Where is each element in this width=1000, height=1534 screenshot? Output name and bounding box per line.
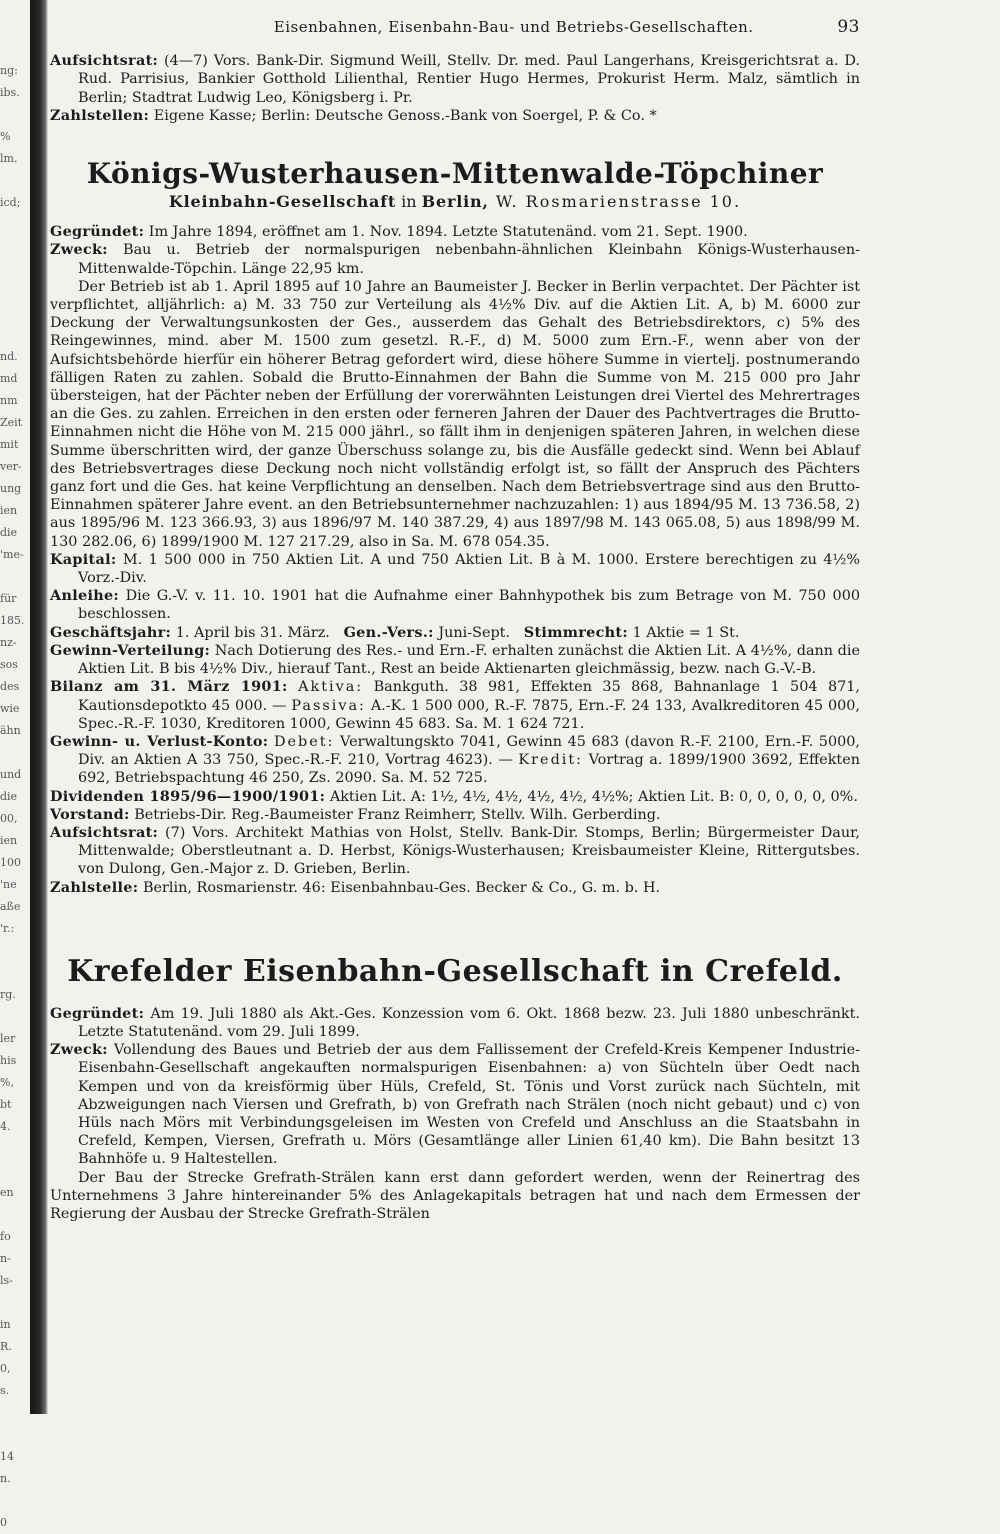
gutter-fragment: icd; [0, 196, 21, 209]
header-title: Eisenbahnen, Eisenbahn-Bau- und Betriebs-Gesellschaften. [273, 18, 754, 36]
gutter-fragment: nd. [0, 350, 18, 363]
gutter-fragment [0, 280, 30, 302]
label: Dividenden 1895/96—1900/1901: [50, 787, 326, 805]
c1-zahlstelle [50, 879, 860, 897]
label: Zahlstelle: [50, 878, 139, 896]
label: Anleihe: [50, 587, 120, 605]
gutter-fragment: rg. [0, 988, 16, 1001]
gutter-fragment: des [0, 680, 20, 693]
label: Kapital: [50, 550, 117, 568]
gutter-fragment: en [0, 1186, 14, 1199]
kredit-text: Vortrag a. 1899/1900 3692, Effekten 692, Betriebspachtung 46 250, Zs. 2090. Sa. M. 52 725. [78, 752, 860, 787]
top-aufsichtsrat [50, 52, 860, 107]
gutter-fragment: n- [0, 1252, 11, 1265]
gutter-fragment [0, 962, 30, 984]
debet-label: Debet: [273, 733, 335, 750]
gutter-fragment: und [0, 768, 22, 781]
text: Eigene Kasse; Berlin: Deutsche Genoss.-Bank von Soergel, P. & Co. * [149, 107, 657, 124]
gutter-fragment: ver- [0, 460, 22, 473]
gutter-fragment: in [0, 1318, 11, 1331]
text: Bau u. Betrieb der normalspurigen nebenbahn-ähnlichen Kleinbahn Königs-Wusterhausen-Mittenwalde-Töpchin. Länge 22,95 km. [78, 242, 860, 277]
gutter-fragment: %, [0, 1076, 14, 1089]
c1-gegruendet [50, 223, 860, 241]
text: Nach Dotierung des Res.- und Ern.-F. erhalten zunächst die Aktien Lit. A 4½%, dann die Aktien Lit. B bis 4½% Div., hierauf Tant., Rest an beide Aktienarten gleichmässig, bezw. nach G.-V.-B. [78, 642, 860, 678]
gutter-fragment: die [0, 526, 18, 539]
gutter-fragment: bt [0, 1098, 12, 1111]
gutter-fragment: n. [0, 1472, 11, 1485]
c2-gegruendet [50, 1005, 860, 1041]
subtitle-in: in [396, 192, 422, 212]
text: Am 19. Juli 1880 als Akt.-Ges. Konzession vom 6. Okt. 1868 bezw. 23. Juli 1880 unbeschränkt. Letzte Statutenänd. vom 29. Juli 1899. [78, 1005, 860, 1040]
gutter-fragment: fo [0, 1230, 11, 1243]
page-number: 93 [837, 17, 860, 37]
gutter-fragment: wie [0, 702, 20, 715]
c1-dividenden [50, 788, 860, 806]
kredit-label: Kredit: [518, 752, 584, 769]
gutter-fragment: mit [0, 438, 19, 451]
text: (4—7) Vors. Bank-Dir. Sigmund Weill, Stellv. Dr. med. Paul Langerhans, Kreisgerichtsrat a. D. Rud. Parrisius, Bankier Gotthold Lilienthal, Rentier Hugo Hermes, Prokurist Herm. Malz, sämtlich in Berlin; Stadtrat Ludwig Leo, Königsberg i. Pr. [78, 53, 860, 106]
text-genvers: Juni-Sept. [433, 624, 511, 641]
gutter-fragment: ibs. [0, 86, 20, 99]
gutter-fragment [0, 258, 30, 280]
passiva-text: A.-K. 1 500 000, R.-F. 7875, Ern.-F. 24 133, Avalkreditoren 45 000, Spec.-R.-F. 1030, Kreditoren 1000, Gewinn 45 683. Sa. M. 1 624 721. [78, 697, 860, 732]
debet-text: Verwaltungskto 7041, Gewinn 45 683 (davon R.-F. 2100, Ern.-F. 5000, Div. an Aktien A 33 750, Spec.-R.-F. 210, Vortrag 4623). — [78, 733, 860, 769]
gutter-fragment [0, 324, 30, 346]
running-header [50, 18, 860, 36]
c1-bilanz [50, 678, 860, 733]
gutter-fragment: 185. [0, 614, 25, 627]
gutter-fragment: ung [0, 482, 22, 495]
gutter-fragment: 00, [0, 812, 18, 825]
gutter-fragment: nz- [0, 636, 17, 649]
gutter-fragment [0, 1006, 30, 1028]
gutter-fragment: sos [0, 658, 18, 671]
subtitle-city: Berlin, [421, 192, 489, 212]
gutter-fragment [0, 170, 30, 192]
gutter-fragment [0, 1402, 30, 1424]
adjacent-page-fragments [0, 60, 30, 1534]
passiva-label: Passiva: [291, 697, 366, 714]
gutter-fragment [0, 1160, 30, 1182]
c1-geschaeftsjahr [50, 624, 860, 642]
book-binding-shadow [30, 0, 48, 1414]
c2-zweck [50, 1041, 860, 1168]
label: Zweck: [50, 241, 108, 259]
gutter-fragment: ien [0, 834, 18, 847]
gutter-fragment: 0, [0, 1362, 11, 1375]
c1-vorstand [50, 806, 860, 824]
label: Zahlstellen: [50, 106, 150, 124]
gutter-fragment [0, 1424, 30, 1446]
company-title-1: Königs-Wusterhausen-Mittenwalde-Töpchiner [86, 157, 824, 191]
gutter-fragment [0, 1292, 30, 1314]
c1-kapital [50, 551, 860, 587]
text: Berlin, Rosmarienstr. 46: Eisenbahnbau-Ges. Becker & Co., G. m. b. H. [138, 879, 661, 896]
gutter-fragment: nm [0, 394, 18, 407]
document-page [50, 18, 860, 1223]
gutter-fragment [0, 566, 30, 588]
label: Aufsichtsrat: [50, 823, 159, 841]
gutter-fragment: Zeit [0, 416, 23, 429]
label: Geschäftsjahr: [50, 623, 172, 641]
text: Aktien Lit. A: 1½, 4½, 4½, 4½, 4½, 4½%; Aktien Lit. B: 0, 0, 0, 0, 0, 0%. [325, 788, 858, 805]
text: Im Jahre 1894, eröffnet am 1. Nov. 1894. Letzte Statutenänd. vom 21. Sept. 1900. [144, 224, 748, 241]
text: Vollendung des Baues und Betrieb der aus dem Fallissement der Crefeld-Kreis Kempener Industrie-Eisenbahn-Gesellschaft angekauften normalspurigen Eisenbahnen: a) von Süchteln über Oedt nach Kempen und von da kreisförmig über Hüls, Crefeld, St. Tönis und Vorst zurück nach Süchteln, mit Abzweigungen nach Viersen und Grefrath, b) von Grefrath nach Strälen (noch nicht gebaut) und c) von Hüls nach Mörs mit Verbindungsgeleisen im Westen von Crefeld und Anschluss an die Staatsbahn in Crefeld, Kempen, Viersen, Grefrath u. Mörs (Gesamtlänge aller Linien 61,40 km). Die Bahn besitzt 13 Bahnhöfe u. 9 Haltestellen. [78, 1042, 860, 1168]
gutter-fragment [0, 1138, 30, 1160]
c1-gewinn-verlust [50, 733, 860, 788]
gutter-fragment: 'ne [0, 878, 17, 891]
label: Gewinn-Verteilung: [50, 641, 211, 659]
gutter-fragment: 100 [0, 856, 21, 869]
label: Aufsichtsrat: [50, 52, 159, 70]
gutter-fragment: ler [0, 1032, 16, 1045]
gutter-fragment: ng: [0, 64, 18, 77]
label: Gegründet: [50, 223, 145, 241]
gutter-fragment: ls- [0, 1274, 13, 1287]
subtitle-address: W. Rosmarienstrasse 10. [488, 192, 742, 212]
text-stimmrecht: 1 Aktie = 1 St. [627, 624, 740, 641]
label-genvers: Gen.-Vers.: [343, 623, 434, 641]
c1-aufsichtsrat [50, 824, 860, 879]
gutter-fragment [0, 1490, 30, 1512]
gutter-fragment [0, 940, 30, 962]
gutter-fragment [0, 742, 30, 764]
gutter-fragment: 4. [0, 1120, 11, 1133]
text: Betriebs-Dir. Reg.-Baumeister Franz Reimherr, Stellv. Wilh. Gerberding. [129, 806, 661, 823]
gutter-fragment [0, 1204, 30, 1226]
label: Zweck: [50, 1041, 108, 1059]
gutter-fragment: die [0, 790, 18, 803]
aktiva-label: Aktiva: [298, 679, 364, 696]
label: Gewinn- u. Verlust-Konto: [50, 732, 269, 750]
gutter-fragment [0, 214, 30, 236]
label: Vorstand: [50, 805, 130, 823]
gutter-fragment: ähn [0, 724, 21, 737]
c1-betrieb: Der Betrieb ist ab 1. April 1895 auf 10 Jahre an Baumeister J. Becker in Berlin verpachtet. Der Pächter ist verpflichtet, alljährlich: a) M. 33 750 zur Verteilung als 4½% Div. auf die Aktien Lit. A, b) M. 6000 zur Deckung der Verwaltungsunkosten der Ges., ausserdem das Gehalt des Betriebsdirektors, c) 5% des Reingewinnes, mind. aber M. 1500 zum gesetzl. R.-F., d) M. 5000 zum Ern.-F., wenn aber von der Aufsichtsbehörde hierfür ein höherer Betrag gefordert wird, diese höhere Summe in viertelj. postnumerando fälligen Raten zu zahlen. Sobald die Brutto-Einnahmen der Bahn die Summe von M. 215 000 pro Jahr übersteigen, hat der Pächter neben der Erfüllung der vorerwähnten Leistungen drei Viertel des Mehrertrages an die Ges. zu zahlen. Erreichen in den ersten oder ferneren Jahren der Dauer des Pachtvertrages die Brutto-Einnahmen nicht die Höhe von M. 215 000 jährl., so fällt ihm in denjenigen späteren Jahren, in welchen diese Summe überschritten wird, der ganze Überschuss solange zu, bis die Ausfälle gedeckt sind. Wenn bei Ablauf des Betriebsvertrages diese Deckung noch nicht vollständig erfolgt ist, so fällt der Anspruch des Pächters ganz fort und die Ges. hat keine Verpflichtung an denselben. Nach dem Betriebsvertrage sind aus den Brutto-Einnahmen späterer Jahre event. an den Betriebsunternehmer nachzuzahlen: 1) aus 1894/95 M. 13 736.58, 2) aus 1895/96 M. 123 366.93, 3) aus 1896/97 M. 140 387.29, 4) aus 1897/98 M. 143 065.08, 5) aus 1898/99 M. 130 282.06, 6) 1899/1900 M. 127 217.29, also in Sa. M. 678 054.35. [50, 278, 860, 550]
gutter-fragment: aße [0, 900, 21, 913]
gutter-fragment: 'me- [0, 548, 24, 561]
company-title-2: Krefelder Eisenbahn-Gesellschaft in Crefeld. [67, 953, 843, 989]
gutter-fragment: s. [0, 1384, 10, 1397]
gutter-fragment: ien [0, 504, 18, 517]
company-subtitle-1 [50, 193, 860, 211]
label: Gegründet: [50, 1004, 145, 1022]
text: 1. April bis 31. März. [171, 624, 330, 641]
gutter-fragment [0, 236, 30, 258]
c1-anleihe [50, 587, 860, 623]
label-stimmrecht: Stimmrecht: [523, 623, 628, 641]
gutter-fragment: % [0, 130, 11, 143]
gutter-fragment [0, 104, 30, 126]
subtitle-bold: Kleinbahn-Gesellschaft [168, 192, 397, 212]
aktiva-text: Bankguth. 38 981, Effekten 35 868, Bahnanlage 1 504 871, Kautionsdepotkto 45 000. — [78, 679, 860, 714]
gutter-fragment: R. [0, 1340, 12, 1353]
gutter-fragment [0, 302, 30, 324]
gutter-fragment: 14 [0, 1450, 14, 1463]
gutter-fragment: his [0, 1054, 17, 1067]
gutter-fragment: 'r.: [0, 922, 15, 935]
gutter-fragment: 0 [0, 1516, 7, 1529]
c1-zweck [50, 241, 860, 277]
c2-bau: Der Bau der Strecke Grefrath-Strälen kann erst dann gefordert werden, wenn der Reinertrag des Unternehmens 3 Jahre hintereinander 5% des Anlagekapitals betragen hat und nach dem Ermessen der Regierung der Ausbau der Strecke Grefrath-Strälen [50, 1169, 860, 1222]
c1-gewinn-verteilung [50, 642, 860, 678]
label: Bilanz am 31. März 1901: [50, 678, 288, 696]
gutter-fragment: lm. [0, 152, 18, 165]
text: (7) Vors. Architekt Mathias von Holst, Stellv. Bank-Dir. Stomps, Berlin; Bürgermeister Daur, Mittenwalde; Oberstleutnant a. D. Herbst, Königs-Wusterhausen; Kreisbaumeister Kleine, Rittergutsbes. von Dulong, Gen.-Major z. D. Grieben, Berlin. [78, 824, 860, 878]
gutter-fragment: für [0, 592, 17, 605]
gutter-fragment: md [0, 372, 18, 385]
text: M. 1 500 000 in 750 Aktien Lit. A und 750 Aktien Lit. B à M. 1000. Erstere berechtigen zu 4½% Vorz.-Div. [78, 551, 860, 587]
top-zahlstellen [50, 107, 860, 125]
text: Die G.-V. v. 11. 10. 1901 hat die Aufnahme einer Bahnhypothek bis zum Betrage von M. 750 000 beschlossen. [78, 588, 860, 623]
